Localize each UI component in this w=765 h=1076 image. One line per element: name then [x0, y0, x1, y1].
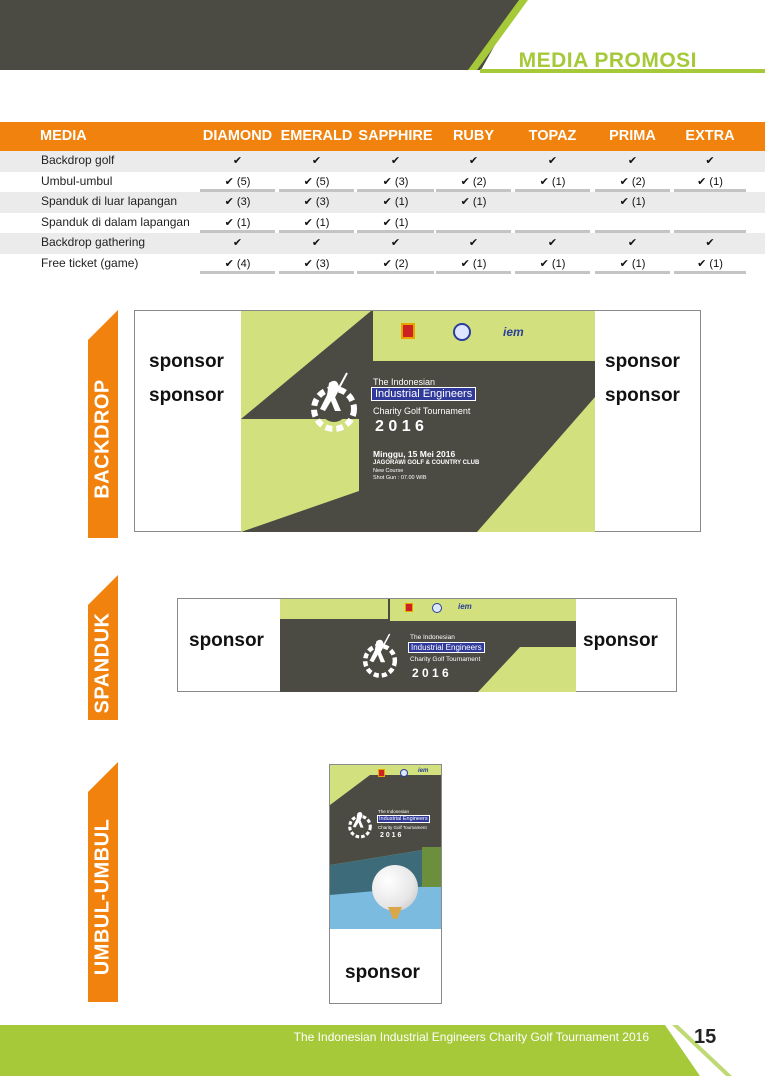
table-cell: ✔	[627, 237, 638, 249]
umbul-tab-tip	[88, 762, 118, 792]
table-row	[0, 254, 765, 275]
backdrop-mockup	[134, 310, 701, 532]
event-line1: The Indonesian	[410, 634, 455, 641]
table-cell: ✔ (5)	[200, 172, 275, 192]
media-table	[0, 122, 765, 274]
table-cell: ✔	[468, 237, 479, 249]
backdrop-tab: BACKDROP	[88, 340, 118, 538]
table-cell: ✔	[311, 237, 322, 249]
logo-one	[378, 769, 385, 777]
table-cell: ✔ (4)	[200, 254, 275, 274]
table-cell	[674, 192, 746, 212]
backdrop-tab-tip	[88, 310, 118, 340]
table-header	[0, 122, 765, 151]
table-cell: ✔	[705, 155, 715, 167]
table-cell: ✔ (1)	[515, 172, 590, 192]
page-number: 15	[694, 1026, 717, 1048]
logo-one	[405, 603, 413, 612]
table-row	[0, 192, 765, 213]
golfer-gear-icon	[354, 629, 406, 685]
spanduk-mockup	[177, 598, 677, 692]
table-body	[0, 151, 765, 274]
row-label: Spanduk di dalam lapangan	[41, 214, 190, 229]
sponsor-label: sponsor	[605, 385, 680, 406]
column-header: EMERALD	[280, 128, 353, 144]
logo-one	[401, 323, 415, 339]
table-cell: ✔ (1)	[674, 254, 746, 274]
column-header: EXTRA	[685, 128, 735, 144]
sponsor-label: sponsor	[605, 351, 680, 372]
table-cell: ✔ (3)	[279, 254, 354, 274]
logo-three: iem	[503, 325, 524, 339]
table-cell: ✔	[390, 155, 401, 167]
header-dark-band	[0, 0, 520, 70]
table-cell: ✔ (1)	[619, 196, 646, 208]
umbul-mockup	[329, 764, 442, 1004]
column-header: PRIMA	[609, 128, 656, 144]
table-row	[0, 172, 765, 193]
umbul-tab: UMBUL-UMBUL	[88, 792, 118, 1002]
table-cell: ✔	[627, 155, 638, 167]
event-line1: The Indonesian	[373, 377, 436, 387]
event-line2: Industrial Engineers	[371, 387, 476, 401]
table-row	[0, 233, 765, 254]
logo-three: iem	[418, 768, 429, 774]
footer-text: The Indonesian Industrial Engineers Charity Golf Tournament 2016	[293, 1030, 649, 1044]
spanduk-artwork	[280, 599, 576, 692]
event-line2: Industrial Engineers	[379, 816, 428, 822]
table-cell: ✔ (2)	[357, 254, 434, 274]
golf-ball-icon	[372, 865, 418, 911]
event-year: 2 0 1 6	[375, 418, 424, 435]
event-line3: Charity Golf Tournament	[378, 825, 427, 830]
table-cell	[515, 213, 590, 233]
spanduk-tab: SPANDUK	[88, 605, 118, 720]
event-shotgun: Shot Gun : 07.00 WIB	[373, 475, 427, 481]
table-cell: ✔	[232, 155, 243, 167]
event-year: 2 0 1 6	[412, 666, 449, 680]
row-label: Umbul-umbul	[41, 173, 113, 188]
backdrop-artwork	[241, 311, 595, 532]
umbul-artwork	[330, 765, 441, 929]
sponsor-label: sponsor	[149, 385, 224, 406]
table-cell: ✔ (3)	[224, 196, 251, 208]
row-label: Backdrop gathering	[41, 235, 146, 249]
event-course: New Course	[373, 468, 404, 474]
sponsor-label: sponsor	[189, 630, 264, 651]
page-title: MEDIA PROMOSI	[518, 49, 697, 72]
table-cell: ✔	[311, 155, 322, 167]
table-cell	[436, 213, 511, 233]
spanduk-tab-tip	[88, 575, 118, 605]
table-cell: ✔	[390, 237, 401, 249]
sponsor-label: sponsor	[149, 351, 224, 372]
sponsor-label: sponsor	[345, 962, 420, 983]
table-row	[0, 151, 765, 172]
event-line3: Charity Golf Tournament	[373, 406, 471, 416]
table-cell: ✔ (2)	[436, 172, 511, 192]
table-cell	[515, 192, 590, 212]
table-cell: ✔ (1)	[595, 254, 670, 274]
column-header: MEDIA	[40, 128, 87, 144]
logo-two	[400, 769, 408, 777]
table-cell: ✔ (1)	[674, 172, 746, 192]
table-cell: ✔ (1)	[279, 213, 354, 233]
row-label: Spanduk di luar lapangan	[41, 194, 178, 208]
event-line2: Industrial Engineers	[408, 642, 485, 653]
row-label: Backdrop golf	[41, 153, 115, 167]
golfer-gear-icon	[342, 805, 378, 843]
table-cell: ✔ (1)	[357, 213, 434, 233]
event-line3: Charity Golf Tournament	[410, 656, 481, 663]
table-cell: ✔ (3)	[303, 196, 330, 208]
table-cell	[674, 213, 746, 233]
table-cell: ✔ (1)	[200, 213, 275, 233]
table-cell: ✔ (1)	[436, 254, 511, 274]
event-date: Minggu, 15 Mei 2016	[373, 449, 456, 459]
logo-two	[453, 323, 471, 341]
table-cell: ✔ (1)	[460, 196, 487, 208]
table-cell: ✔ (5)	[279, 172, 354, 192]
table-cell: ✔	[468, 155, 479, 167]
table-cell: ✔ (1)	[515, 254, 590, 274]
event-line1: The Indonesian	[378, 809, 410, 814]
logo-three: iem	[458, 602, 472, 611]
column-header: RUBY	[452, 128, 495, 144]
column-header: DIAMOND	[202, 128, 273, 144]
table-cell: ✔	[232, 237, 243, 249]
logo-two	[432, 603, 442, 613]
table-row	[0, 213, 765, 234]
column-header: SAPPHIRE	[358, 128, 433, 144]
event-venue: JAGORAWI GOLF & COUNTRY CLUB	[373, 460, 480, 466]
golfer-gear-icon	[299, 369, 369, 439]
table-cell: ✔ (3)	[357, 172, 434, 192]
event-year: 2 0 1 6	[380, 832, 402, 839]
table-cell: ✔ (1)	[382, 196, 409, 208]
table-cell: ✔	[705, 237, 715, 249]
column-header: TOPAZ	[528, 128, 577, 144]
sponsor-label: sponsor	[583, 630, 658, 651]
row-label: Free ticket (game)	[41, 255, 139, 270]
table-cell: ✔ (2)	[595, 172, 670, 192]
table-cell: ✔	[547, 155, 558, 167]
table-cell: ✔	[547, 237, 558, 249]
table-cell	[595, 213, 670, 233]
